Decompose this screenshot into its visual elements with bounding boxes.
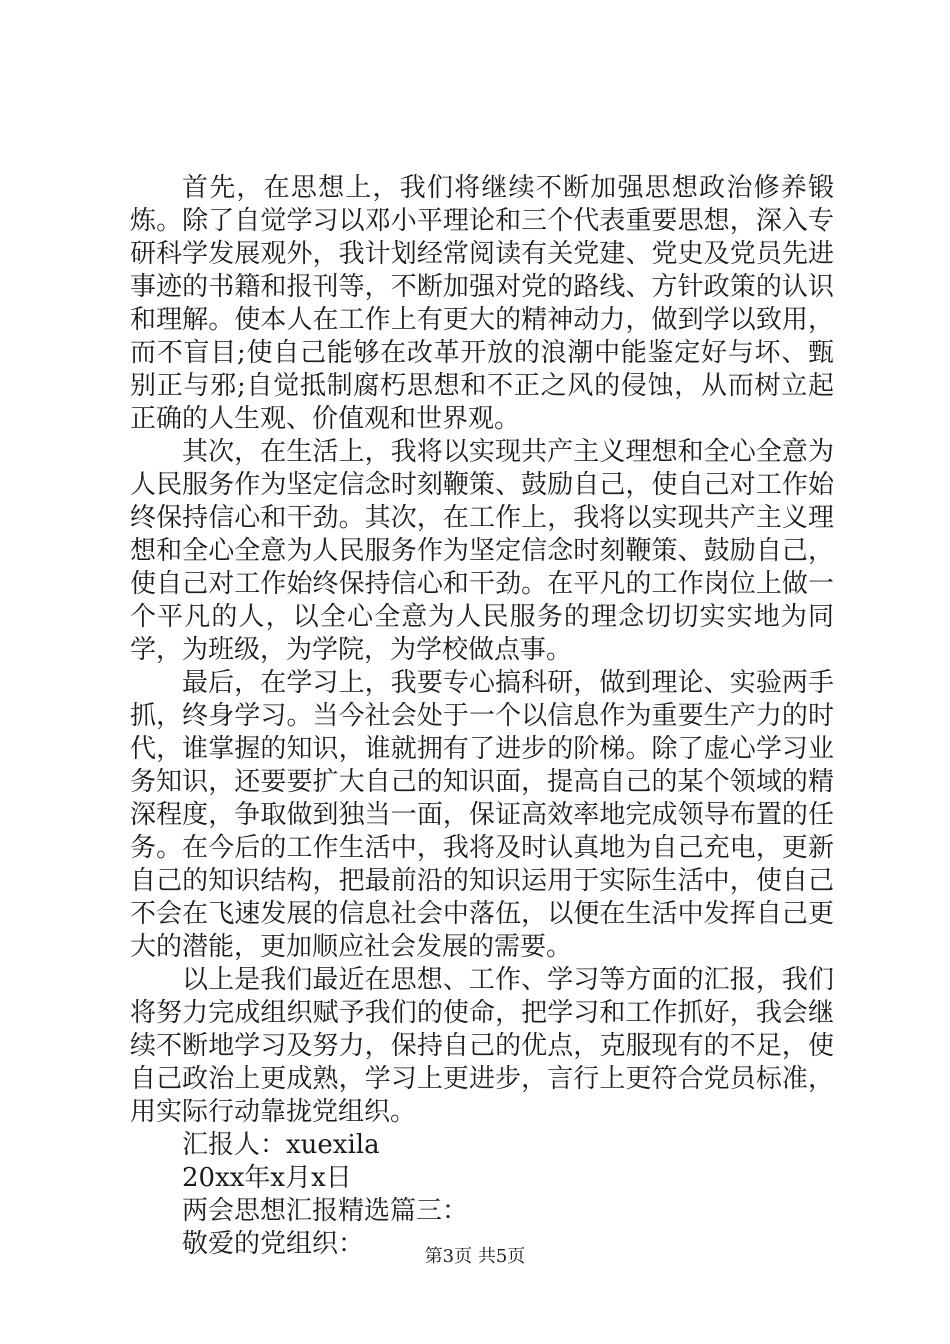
section-title: 两会思想汇报精选篇三：: [182, 1196, 469, 1226]
date-line: 20xx年x月x日: [182, 1163, 352, 1193]
paragraph-study: 最后，在学习上，我要专心搞科研，做到理论、实验两手抓，终身学习。当今社会处于一个以信息作为重要生产力的时代，谁掌握的知识，谁就拥有了进步的阶梯。除了虚心学习业务知识，还要要扩大自己的知识面，提高自己的某个领域的精深程度，争取做到独当一面，保证高效率地完成领导布置的任务。在今后的工作生活中，我将及时认真地为自己充电，更新自己的知识结构，把最前沿的知识运用于实际生活中，使自己不会在飞速发展的信息社会中落伍，以便在生活中发挥自己更大的潜能，更加顺应社会发展的需要。: [130, 668, 834, 962]
salutation-line: 敬爱的党组织：: [182, 1229, 365, 1259]
document-body: [130, 172, 834, 1261]
reporter-line: 汇报人：xuexila: [182, 1130, 380, 1160]
paragraph-thought: 首先，在思想上，我们将继续不断加强思想政治修养锻炼。除了自觉学习以邓小平理论和三个代表重要思想，深入专研科学发展观外，我计划经常阅读有关党建、党史及党员先进事迹的书籍和报刊等，不断加强对党的路线、方针政策的认识和理解。使本人在工作上有更大的精神动力，做到学以致用，而不盲目;使自己能够在改革开放的浪潮中能鉴定好与坏、甄别正与邪;自觉抵制腐朽思想和不正之风的侵蚀，从而树立起正确的人生观、价值观和世界观。: [130, 173, 834, 434]
page-footer: 第3页 共5页: [424, 1246, 526, 1267]
paragraph-conclusion: 以上是我们最近在思想、工作、学习等方面的汇报，我们将努力完成组织赋予我们的使命，把学习和工作抓好，我会继续不断地学习及努力，保持自己的优点，克服现有的不足，使自己政治上更成熟，学习上更进步，言行上更符合党员标准，用实际行动靠拢党组织。: [130, 965, 834, 1127]
paragraph-life-work: 其次，在生活上，我将以实现共产主义理想和全心全意为人民服务作为坚定信念时刻鞭策、鼓励自己，使自己对工作始终保持信心和干劲。其次，在工作上，我将以实现共产主义理想和全心全意为人民服务作为坚定信念时刻鞭策、鼓励自己，使自己对工作始终保持信心和干劲。在平凡的工作岗位上做一个平凡的人，以全心全意为人民服务的理念切切实实地为同学，为班级，为学院，为学校做点事。: [130, 437, 834, 665]
